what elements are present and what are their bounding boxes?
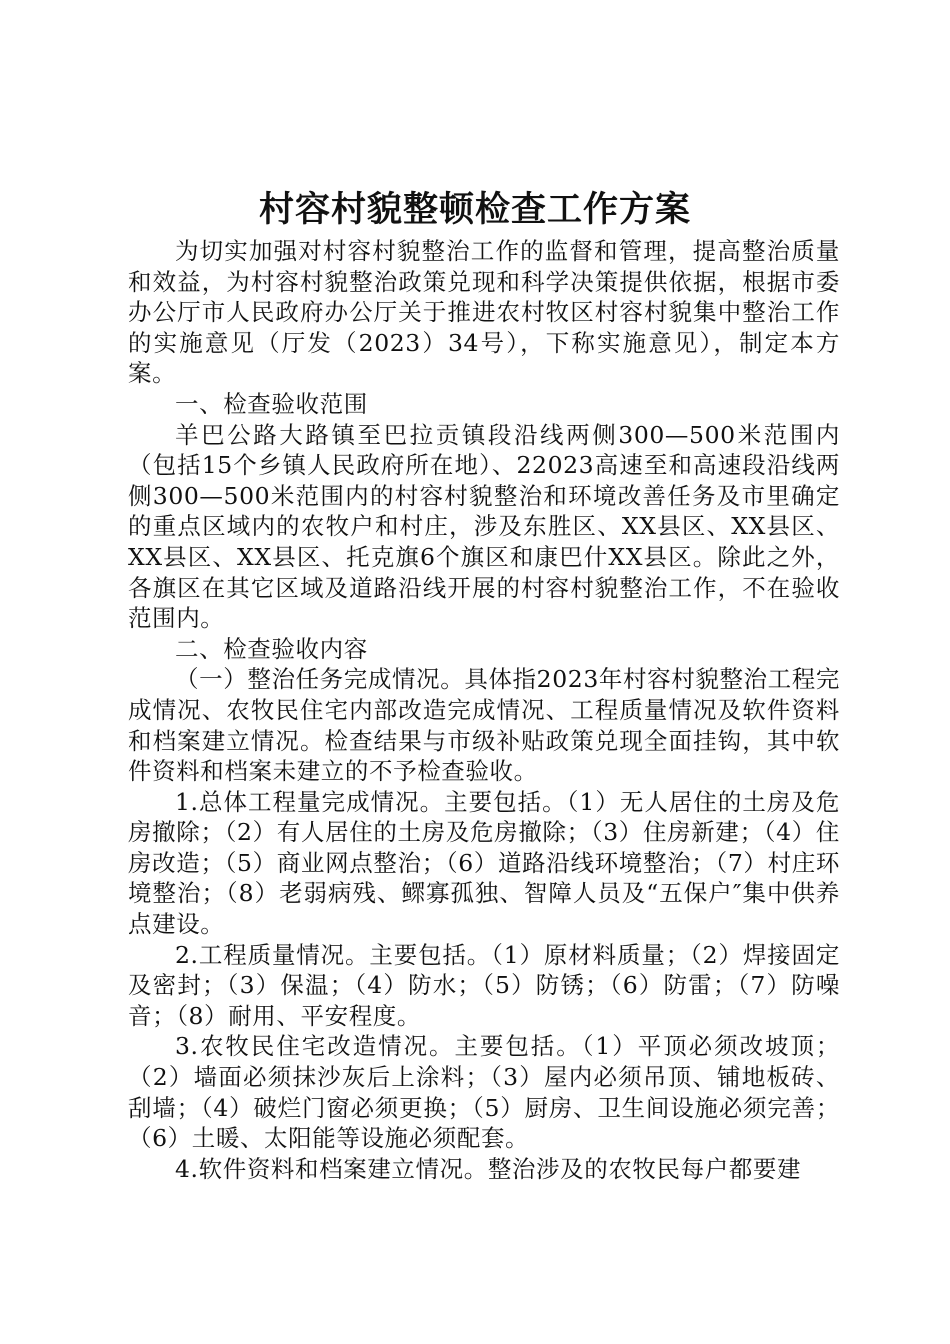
item-3-paragraph: 3.农牧民住宅改造情况。主要包括。（1）平顶必须改坡顶；（2）墙面必须抹沙灰后上涂料；（3）屋内必须吊顶、铺地板砖、刮墙；（4）破烂门窗必须更换；（5）厨房、卫生间设施必须完善；（6）土暖、太阳能等设施必须配套。 bbox=[128, 1032, 840, 1153]
task-completion-paragraph: （一）整治任务完成情况。具体指2023年村容村貌整治工程完成情况、农牧民住宅内部改造完成情况、工程质量情况及软件资料和档案建立情况。检查结果与市级补贴政策兑现全面挂钩，其中软件资料和档案未建立的不予检查验收。 bbox=[128, 665, 840, 786]
item-1-paragraph: 1.总体工程量完成情况。主要包括。（1）无人居住的土房及危房撤除；（2）有人居住的土房及危房撤除；（3）住房新建；（4）住房改造；（5）商业网点整治；（6）道路沿线环境整治；（7）村庄环境整治；（8）老弱病残、鳏寡孤独、智障人员及“五保户″集中供养点建设。 bbox=[128, 787, 840, 939]
document-title: 村容村貌整顿检查工作方案 bbox=[258, 189, 691, 230]
item-4-paragraph: 4.软件资料和档案建立情况。整治涉及的农牧民每户都要建 bbox=[175, 1154, 802, 1183]
section-heading-content: 二、检查验收内容 bbox=[175, 634, 368, 663]
intro-paragraph: 为切实加强对村容村貌整治工作的监督和管理，提高整治质量和效益，为村容村貌整治政策兑现和科学决策提供依据，根据市委办公厅市人民政府办公厅关于推进农村牧区村容村貌集中整治工作的实施意见（厅发（2023）34号），下称实施意见），制定本方案。 bbox=[128, 237, 840, 388]
scope-paragraph: 羊巴公路大路镇至巴拉贡镇段沿线两侧300—500米范围内（包括15个乡镇人民政府所在地）、22023高速至和高速段沿线两侧300—500米范围内的村容村貌整治和环境改善任务及市里确定的重点区域内的农牧户和村庄，涉及东胜区、XX县区、XX县区、XX县区、XX县区、托克旗6个旗区和康巴什XX县区。除此之外，各旗区在其它区域及道路沿线开展的村容村貌整治工作，不在验收范围内。 bbox=[128, 420, 840, 633]
item-2-paragraph: 2.工程质量情况。主要包括。（1）原材料质量；（2）焊接固定及密封；（3）保温；（4）防水；（5）防锈；（6）防雷；（7）防噪音；（8）耐用、平安程度。 bbox=[128, 940, 840, 1030]
document-body bbox=[128, 236, 840, 1184]
section-heading-scope: 一、检查验收范围 bbox=[175, 389, 368, 418]
